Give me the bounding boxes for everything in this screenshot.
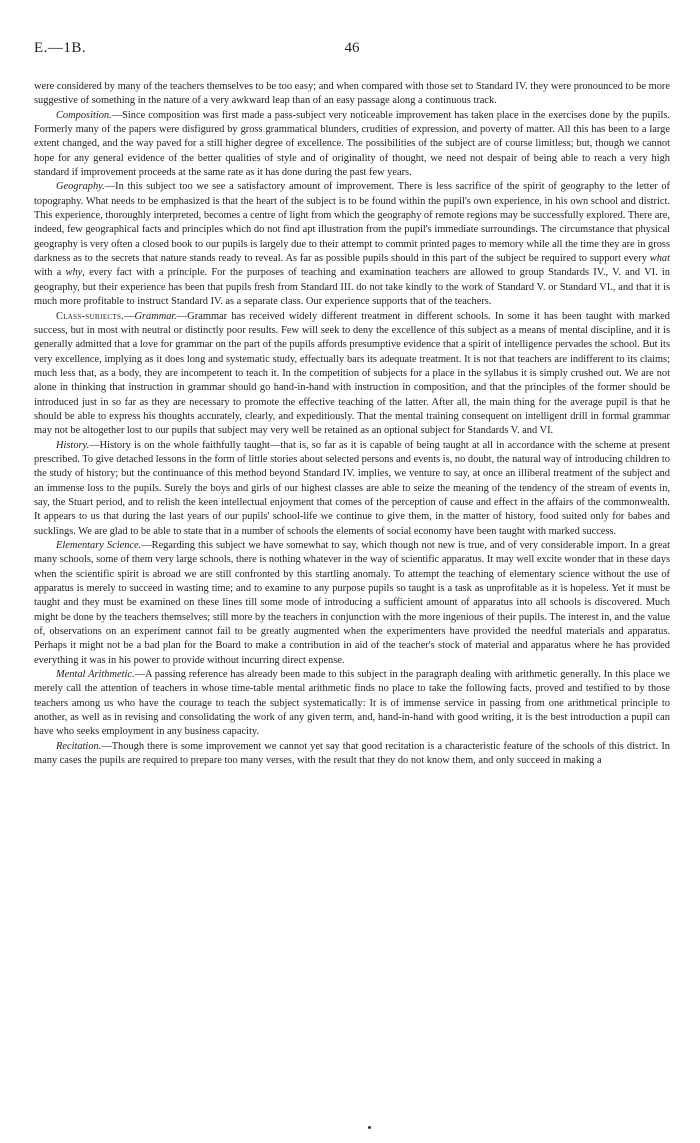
page-number: 46 <box>344 40 360 56</box>
paragraph-history-heading: History. <box>56 439 90 451</box>
page-header <box>34 40 670 66</box>
document-body <box>34 80 670 769</box>
paragraph-geography-heading: what <box>649 253 670 265</box>
paragraph-grammar-text: — <box>124 310 135 322</box>
paragraph-geography-text: —In this subject too we see a satisfactory amount of improvement. There is less sacrifice of the spirit of geography to the letter of topography. What needs to be emphasized is that the heart of the subject is to be found within the pupil's own experience, in his own school and district. This experience, thoroughly interpreted, becomes a centre of light from which the geography of remote regions may be successfully explored. There are, indeed, few geographical facts and principles which do not find apt illustration from the pupil's immediate surroundings. The circumstance that physical geography is very often a closed book to our pupils is largely due to their attempt to commit printed pages to memory while all the time they are in gross darkness as to the secrets that nature stands ready to reveal. As far as possible pupils should in this part of the subject be required to support every <box>34 181 670 265</box>
paragraph-grammar-heading: Class-subjects. <box>56 310 125 322</box>
paragraph-science <box>34 539 670 668</box>
paragraph-geography <box>34 180 670 309</box>
paragraph-science-text: —Regarding this subject we have somewhat to say, which though not new is true, and of very considerable import. In a great many schools, some of them very large schools, there is nothing whatever in the way of scientific apparatus. It may well excite wonder that in these days when the scientific spirit is abroad we are still confronted by this startling anomaly. To attempt the teaching of elementary science without the use of apparatus is merely to succeed in wasting time; and to examine to any purpose pupils so taught is a task as unprofitable as it is hopeless. Yet it must be taught and they must be examined on these lines till some mode of introducing a sufficient amount of apparatus into all schools is discovered. Much might be done by the teachers themselves; still more by the teachers in conjunction with the more ingenious of their pupils. The interest in, and the value of, observations on an experiment cannot fail to be greatly augmented when the experimenters have provided the needful materials and apparatus. Perhaps it might not be a bad plan for the Board to make a contribution in aid of the teacher's stock of material and apparatus where he has provided everything it was in his power to provide without incurring direct expense. <box>34 540 670 666</box>
paragraph-grammar-heading: Grammar. <box>134 310 177 322</box>
document-code: E.—1B. <box>34 40 87 56</box>
paragraph-recitation <box>34 740 670 769</box>
paragraph-arithmetic-heading: Mental Arithmetic. <box>56 669 135 681</box>
paragraph-p0-text: were considered by many of the teachers themselves to be too easy; and when compared with those set to Standard IV. they were pronounced to be more suggestive of something in the nature of a very awkward leap than of an easy passage along a continuous track. <box>34 81 670 107</box>
paragraph-geography-heading: why <box>65 267 83 279</box>
paragraph-geography-text: with a <box>34 267 66 279</box>
paragraph-geography-heading: Geography. <box>56 181 105 193</box>
paragraph-arithmetic-text: —A passing reference has already been made to this subject in the paragraph dealing with arithmetic generally. In this place we merely call the attention of teachers in whose time-table mental arithmetic finds no place to take the following facts, proved and testified to by those teachers among us who have the courage to teach the subject systematically: It is of immense service in passing from one arithmetical principle to another, as well as in revising and consolidating the work of any given term, and, hand-in-hand with good writing, it is the best introduction a pupil can have who seeks employment in any business capacity. <box>34 669 670 738</box>
paragraph-arithmetic <box>34 668 670 740</box>
paragraph-grammar-text: —Grammar has received widely different treatment in different schools. In some it has been taught with marked success, but in most with neutral or distinctly poor results. Few will seek to deny the excellence of this subject as a means of mental discipline, and it is generally admitted that a love for grammar on the part of the pupils affords presumptive evidence that a spirit of intelligence pervades the school. But its very excellence, implying as it does long and systematic study, effectually bars its adequate treatment. It is not that teachers are indifferent to its claims; much less that, as a body, they are incompetent to teach it. In the competition of subjects for a place in the syllabus it is simply crushed out. We are not alone in thinking that instruction in grammar should go hand-in-hand with instruction in composition, and that the principles of the former should be introduced just in so far as they are necessary to promote the effective teaching of the latter. After all, the main thing for the average pupil is that he should be able to express his thoughts accurately, clearly, and expeditiously. That the mental training consequent on intelligent drill in formal grammar may not be altogether lost to our pupils that subject may very well be retained as an optional subject for Standards V. and VI. <box>34 310 670 437</box>
paragraph-history <box>34 439 670 539</box>
paragraph-composition-heading: Composition. <box>56 109 112 121</box>
paragraph-geography-text: , every fact with a principle. For the purposes of teaching and examination teachers are allowed to group Standards IV., V. and VI. in geography, but their experience has been that pupils fresh from Standard III. do not take kindly to the work of Standard V. or Standard VI., and that it is much more profitable to instruct Standard IV. as a separate class. Our experience supports that of the teachers. <box>34 267 670 308</box>
paragraph-history-text: —History is on the whole faithfully taught—that is, so far as it is capable of being taught at all in accordance with the scheme at present prescribed. To give detached lessons in the form of little stories about selected persons and events is, no doubt, the natural way of introducing children to the study of history; but the continuance of this method beyond Standard IV. implies, we venture to say, at once an illiberal treatment of the subject and an immense loss to the pupils. Surely the boys and girls of our highest classes are able to seize the meaning of the tendency of the stream of events in, say, the Stuart period, and to relish the keen intellectual enjoyment that comes of the perception of cause and effect in the affairs of the commonwealth. It appears to us that during the last years of our pupils' school-life we continue to give them, in the matter of history, food suited only for babes and sucklings. We are glad to be able to state that in a number of schools the elements of social economy have been taught with marked success. <box>34 439 670 537</box>
paragraph-composition-text: —Since composition was first made a pass-subject very noticeable improvement has taken place in the exercises done by the pupils. Formerly many of the papers were disfigured by gross grammatical blunders, crudities of expression, and poverty of matter. All this has been to a large extent changed, and the way paved for a still higher degree of excellence. The possibilities of the subject are of course limitless; but, though we cannot hope for any general evidence of the better qualities of style and of originality of thought, we need not despair of being able to reach a very high standard if improvement proceeds at the same rate as it has done during the past few years. <box>34 109 670 179</box>
paragraph-science-heading: Elementary Science. <box>56 540 142 551</box>
paragraph-composition <box>34 109 670 181</box>
paragraph-p0 <box>34 80 670 109</box>
paragraph-recitation-heading: Recitation. <box>56 740 102 752</box>
paragraph-grammar <box>34 310 670 439</box>
paragraph-recitation-text: —Though there is some improvement we cannot yet say that good recitation is a characteristic feature of the schools of this district. In many cases the pupils are required to prepare too many verses, with the result that they do not know them, and only succeed in making a <box>34 740 670 767</box>
footer-dot <box>368 1126 371 1129</box>
